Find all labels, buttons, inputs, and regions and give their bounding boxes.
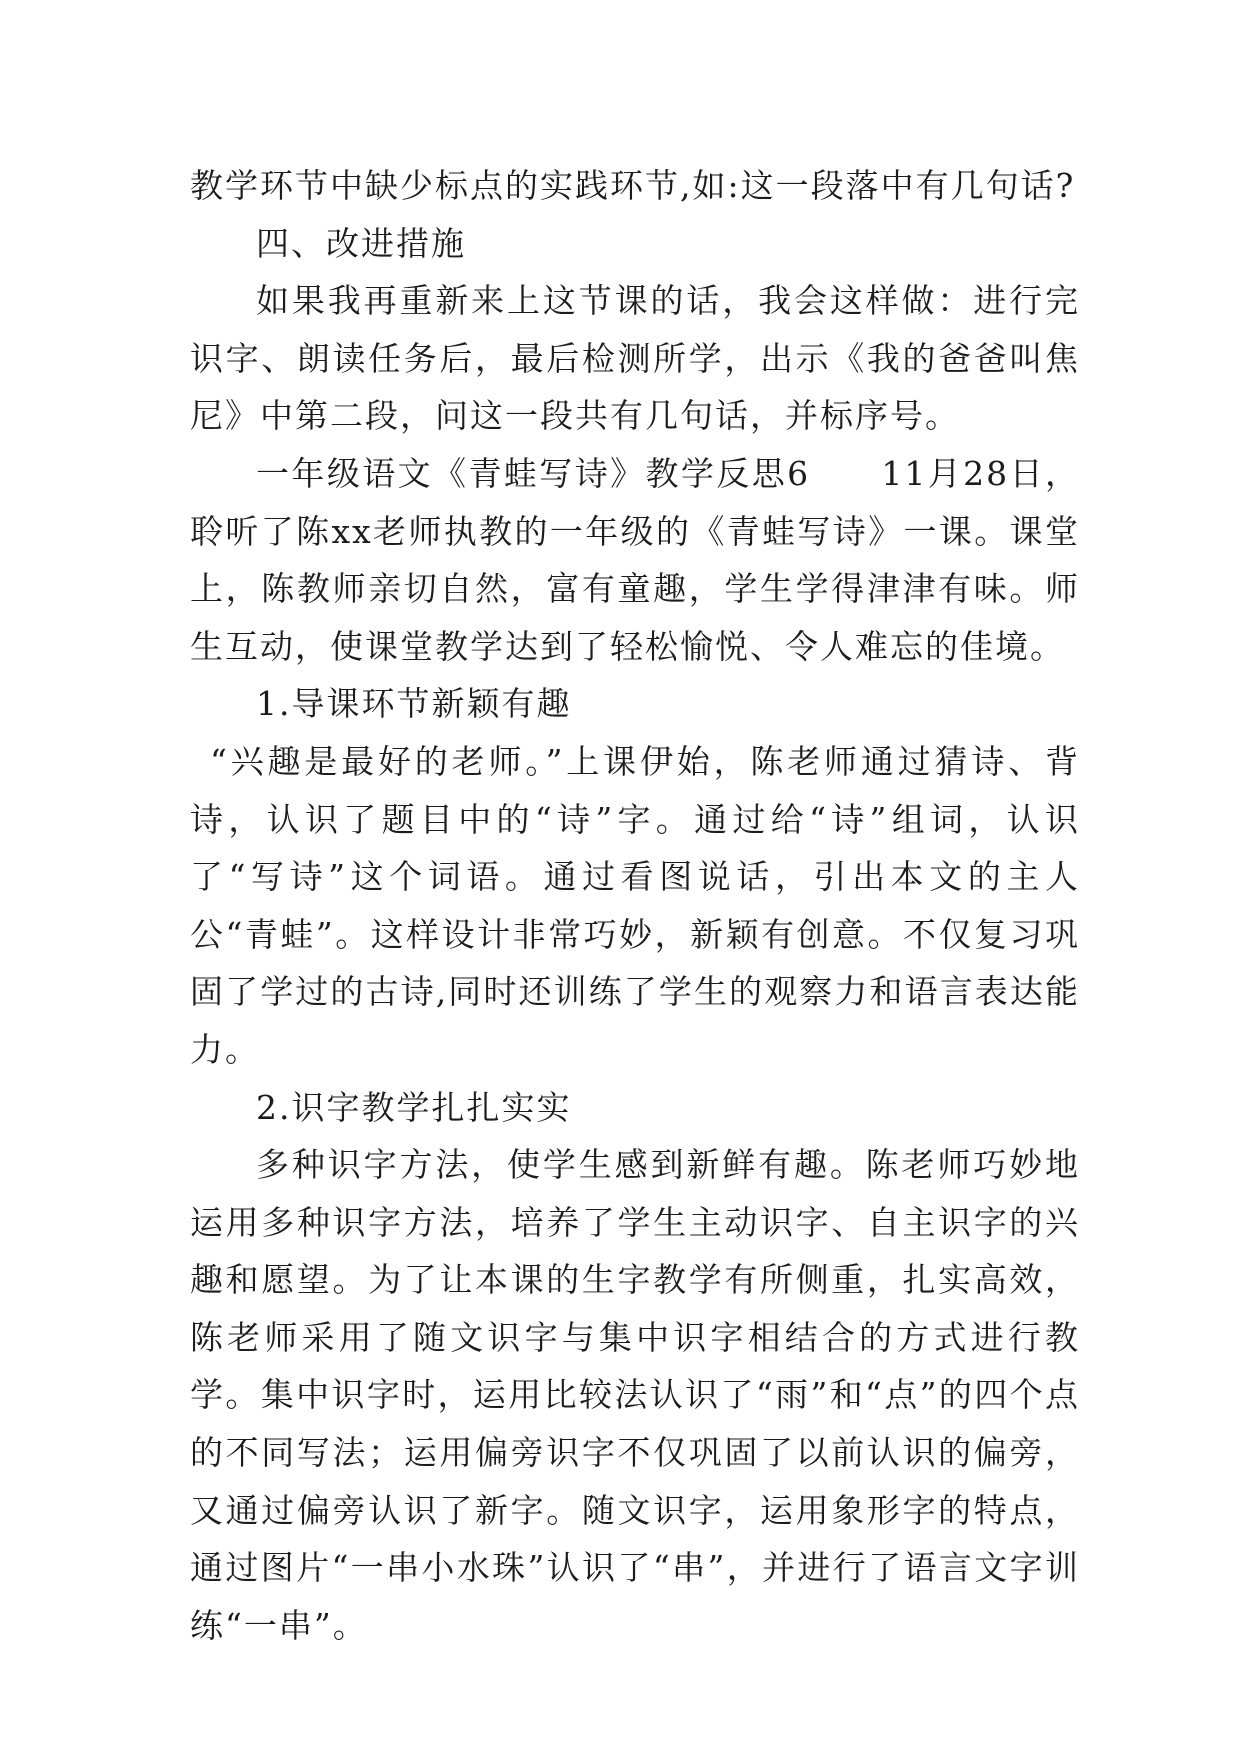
paragraph-lesson-intro: “兴趣是最好的老师。”上课伊始，陈老师通过猜诗、背诗，认识了题目中的“诗”字。通过给“诗”组词，认识了“写诗”这个词语。通过看图说话，引出本文的主人公“青蛙”。这样设计非常巧妙，新颖有创意。不仅复习巩固了学过的古诗,同时还训练了学生的观察力和语言表达能力。: [190, 741, 1080, 1069]
paragraph-reflection-intro: 一年级语文《青蛙写诗》教学反思6 11月28日，聆听了陈xx老师执教的一年级的《青蛙写诗》一课。课堂上，陈教师亲切自然，富有童趣，学生学得津津有味。师生互动，使课堂教学达到了轻松愉悦、令人难忘的佳境。: [190, 453, 1080, 666]
paragraph-continuation: 教学环节中缺少标点的实践环节,如:这一段落中有几句话?: [190, 166, 1076, 205]
document-body: [190, 157, 1080, 1654]
subheading-lesson-intro: 1.导课环节新颖有趣: [256, 684, 572, 724]
paragraph-literacy: 多种识字方法，使学生感到新鲜有趣。陈老师巧妙地运用多种识字方法，培养了学生主动识字、自主识字的兴趣和愿望。为了让本课的生字教学有所侧重，扎实高效，陈老师采用了随文识字与集中识字相结合的方式进行教学。集中识字时，运用比较法认识了“雨”和“点”的四个点的不同写法；运用偏旁识字不仅巩固了以前认识的偏旁，又通过偏旁认识了新字。随文识字，运用象形字的特点，通过图片“一串小水珠”认识了“串”，并进行了语言文字训练“一串”。: [190, 1145, 1080, 1645]
section-heading-improvement: 四、改进措施: [256, 223, 466, 263]
subheading-literacy: 2.识字教学扎扎实实: [256, 1087, 572, 1127]
paragraph-improvement-plan: 如果我再重新来上这节课的话，我会这样做：进行完识字、朗读任务后，最后检测所学，出示《我的爸爸叫焦尼》中第二段，问这一段共有几句话，并标序号。: [190, 281, 1080, 436]
